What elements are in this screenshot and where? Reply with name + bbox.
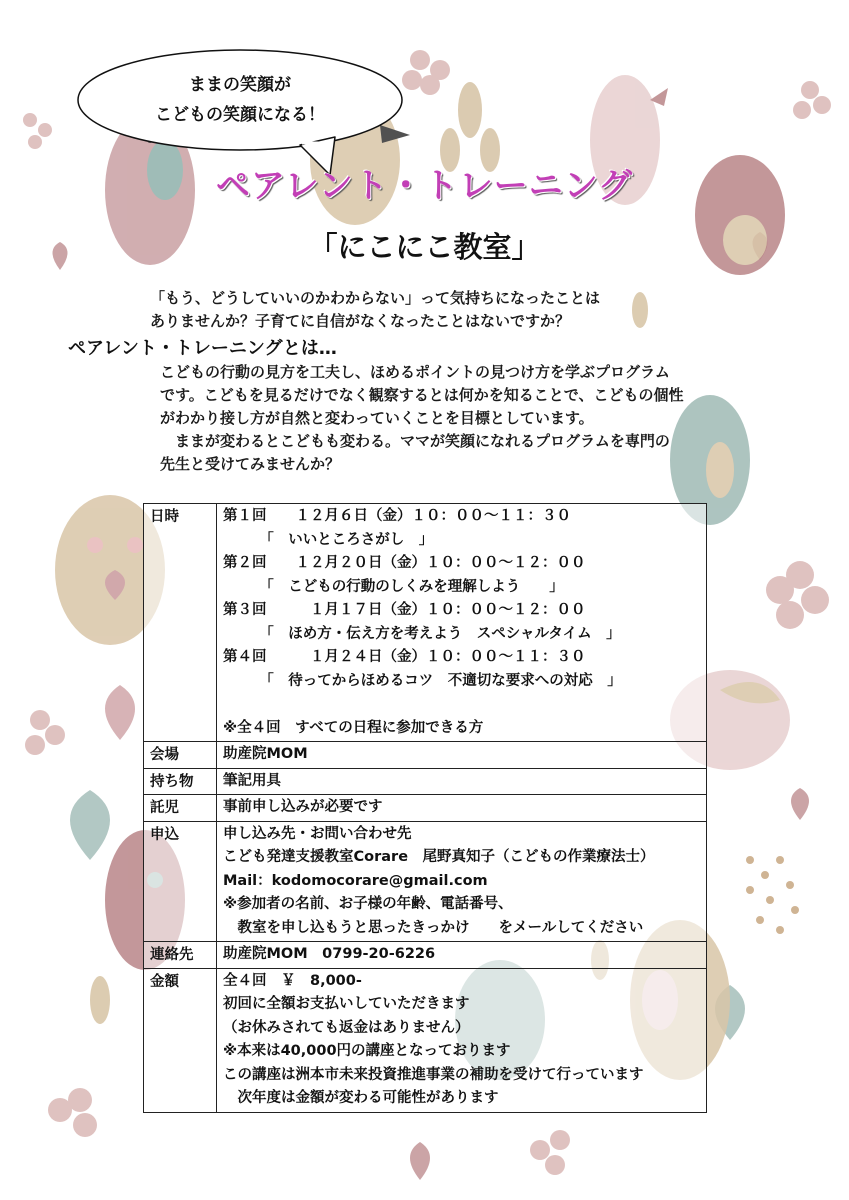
value-line: 次年度は金額が変わる可能性があります (223, 1090, 499, 1106)
value-line: 「 ほめ方・伝え方を考えよう スペシャルタイム 」 (223, 625, 621, 642)
table-row-schedule (144, 504, 707, 742)
table-row-fee (144, 968, 707, 1112)
dots-decoration (746, 856, 799, 934)
value-line: ※本来は40,000円の講座となっております (223, 1043, 511, 1059)
about-line: ままが変わるとこどもも変わる。ママが笑顔になれるプログラムを専門の (160, 432, 670, 450)
row-value (217, 504, 707, 742)
row-value (217, 968, 707, 1112)
table-row-childcare (144, 795, 707, 822)
value-line: 申し込み先・お問い合わせ先 (223, 825, 412, 842)
value-line: こども発達支援教室Corare 尾野真知子（こどもの作業療法士） (223, 849, 655, 865)
page-title: ペアレント・トレーニング (215, 166, 634, 206)
row-label: 申込 (144, 821, 217, 942)
about-line: がわかり接し方が自然と変わっていくことを目標としています。 (160, 409, 594, 427)
value-line: ※全４回 すべての日程に参加できる方 (223, 719, 484, 736)
about-line: です。こどもを見るだけでなく観察するとは何かを知ることで、こどもの個性 (160, 386, 684, 404)
bubble-line-2: こどもの笑顔になる！ (155, 105, 325, 125)
info-table (143, 503, 707, 1113)
row-value (217, 795, 707, 822)
row-value (217, 742, 707, 769)
bubble-line-1: ままの笑顔が (189, 75, 291, 95)
table-row-application (144, 821, 707, 942)
value-line: 事前申し込みが必要です (223, 799, 383, 815)
phone-number: 助産院MOM 0799-20-6226 (223, 946, 436, 962)
value-line: 「 こどもの行動のしくみを理解しよう 」 (223, 578, 564, 595)
value-line: 教室を申し込もうと思ったきっかけ をメールしてください (223, 919, 644, 936)
value-line: 全４回 ￥ 8,000- (223, 972, 362, 989)
row-label: 日時 (144, 504, 217, 742)
row-value (217, 768, 707, 795)
value-line: ※参加者の名前、お子様の年齢、電話番号、 (223, 896, 513, 912)
page-subtitle: 「にこにこ教室」 (308, 230, 541, 264)
value-line: 「 待ってからほめるコツ 不適切な要求への対応 」 (223, 672, 622, 689)
row-value (217, 942, 707, 969)
about-line: 先生と受けてみませんか？ (160, 455, 341, 473)
table-row-belongings (144, 768, 707, 795)
row-label: 持ち物 (144, 768, 217, 795)
row-label: 託児 (144, 795, 217, 822)
about-text (160, 361, 684, 476)
value-line: 第１回 １２月６日（金）１０：００～１１：３０ (223, 508, 571, 524)
row-label: 会場 (144, 742, 217, 769)
about-line: こどもの行動の見方を工夫し、ほめるポイントの見つけ方を学ぶプログラム (160, 363, 670, 381)
value-line: 助産院MOM (223, 746, 308, 762)
row-value (217, 821, 707, 942)
intro-text (150, 287, 600, 333)
intro-line-2: ありませんか？子育てに自信がなくなったことはないですか？ (150, 312, 571, 330)
email-address[interactable]: Mail：kodomocorare@gmail.com (223, 872, 488, 889)
row-label: 連絡先 (144, 942, 217, 969)
value-line: 第３回 １月１７日（金）１０：００～１２：００ (223, 602, 586, 618)
value-line (223, 693, 700, 717)
value-line: （お休みされても返金はありません） (223, 1019, 470, 1036)
table-row-venue (144, 742, 707, 769)
value-line: 筆記用具 (223, 772, 281, 789)
value-line: この講座は洲本市未来投資推進事業の補助を受けて行っています (223, 1066, 644, 1083)
row-label: 金額 (144, 968, 217, 1112)
intro-line-1: 「もう、どうしていいのかわからない」って気持ちになったことは (150, 289, 601, 307)
value-line: 「 いいところさがし 」 (223, 531, 434, 548)
value-line: 第４回 １月２４日（金）１０：００～１１：３０ (223, 649, 586, 665)
about-heading: ペアレント・トレーニングとは… (68, 338, 337, 359)
table-row-contact (144, 942, 707, 969)
value-line: 第２回 １２月２０日（金）１０：００～１２：００ (223, 555, 586, 571)
value-line: 初回に全額お支払いしていただきます (223, 996, 470, 1012)
